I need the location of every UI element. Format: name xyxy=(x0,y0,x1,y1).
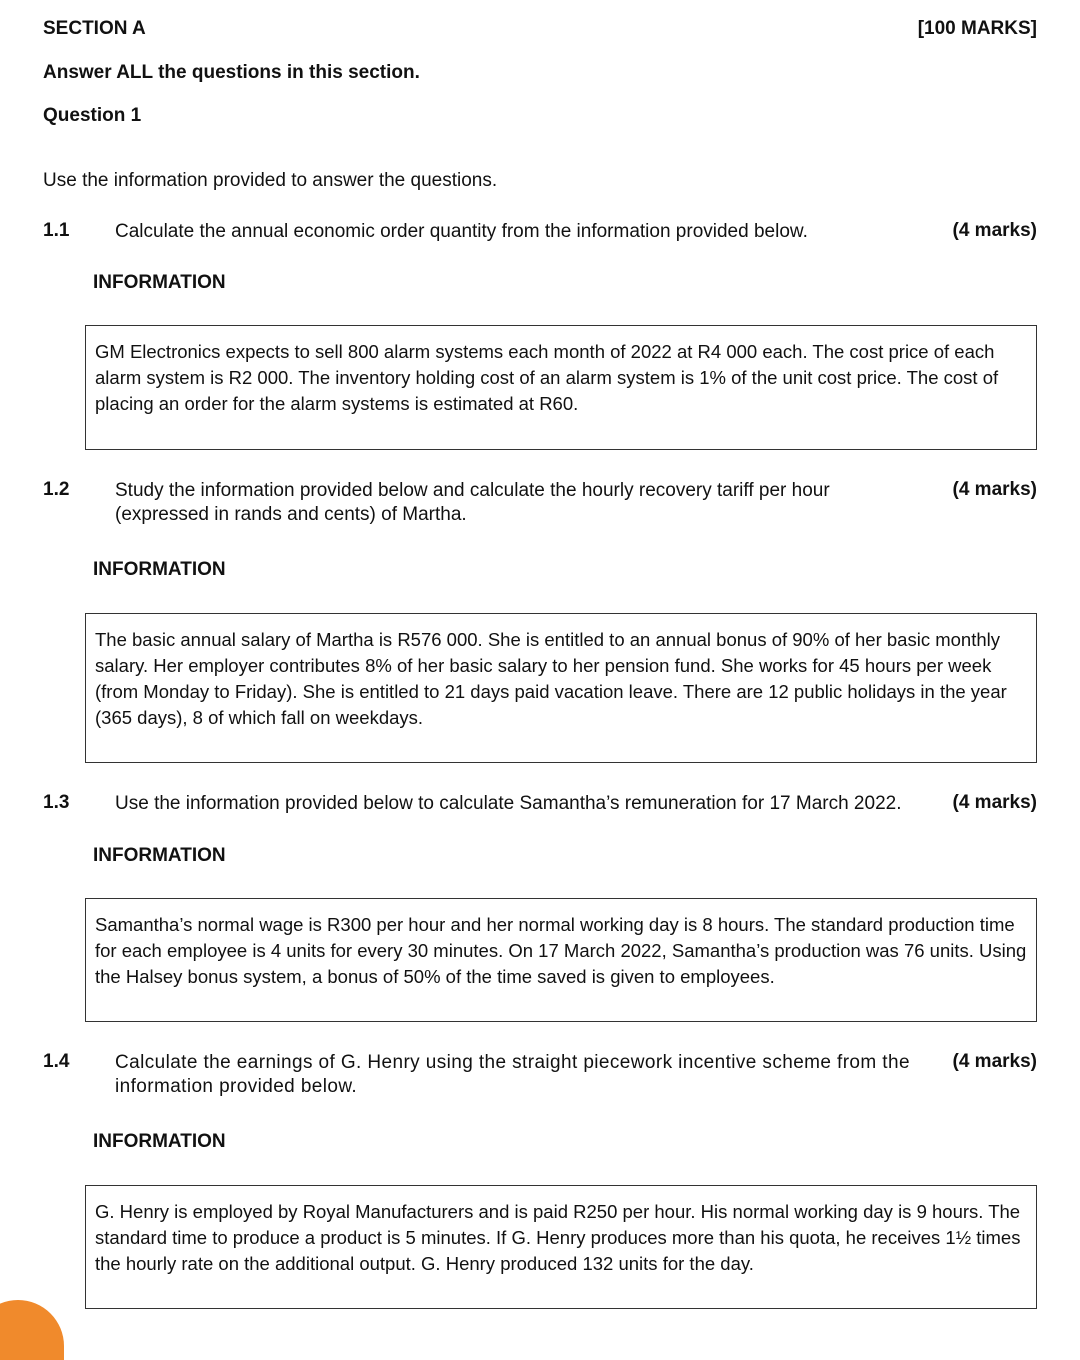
intro-text: Use the information provided to answer the questions. xyxy=(43,170,498,191)
section-instruction: Answer ALL the questions in this section. xyxy=(43,62,420,83)
information-box: G. Henry is employed by Royal Manufacturers and is paid R250 per hour. His normal working day is 9 hours. The standard time to produce a product is 5 minutes. If G. Henry produces more than his quota, he receives 1½ times the hourly rate on the additional output. G. Henry produced 132 units for the day. xyxy=(85,1185,1037,1309)
question-number: 1.3 xyxy=(43,792,70,813)
question-text: Calculate the earnings of G. Henry using the straight piecework incentive scheme from the information provided below. xyxy=(115,1052,910,1097)
question-text: Calculate the annual economic order quantity from the information provided below. xyxy=(115,221,808,242)
decorative-corner-shape xyxy=(0,1300,64,1360)
section-title: SECTION A xyxy=(43,18,146,39)
information-label: INFORMATION xyxy=(93,272,226,293)
information-box: The basic annual salary of Martha is R576 000. She is entitled to an annual bonus of 90% of her basic monthly salary. Her employer contributes 8% of her basic salary to her pension fund. She works for 45 hours per week (from Monday to Friday). She is entitled to 21 days paid vacation leave. There are 12 public holidays in the year (365 days), 8 of which fall on weekdays. xyxy=(85,613,1037,763)
question-marks: (4 marks) xyxy=(952,220,1037,241)
question-number: 1.2 xyxy=(43,479,70,500)
information-box: Samantha’s normal wage is R300 per hour and her normal working day is 8 hours. The standard production time for each employee is 4 units for every 30 minutes. On 17 March 2022, Samantha’s production was 76 units. Using the Halsey bonus system, a bonus of 50% of the time saved is given to employees. xyxy=(85,898,1037,1022)
question-number: 1.4 xyxy=(43,1051,70,1072)
question-heading: Question 1 xyxy=(43,105,142,126)
information-label: INFORMATION xyxy=(93,559,226,580)
section-marks: [100 MARKS] xyxy=(917,18,1037,39)
information-label: INFORMATION xyxy=(93,1131,226,1152)
question-marks: (4 marks) xyxy=(952,479,1037,500)
question-text: Study the information provided below and calculate the hourly recovery tariff per hour (expressed in rands and cents) of Martha. xyxy=(115,480,830,525)
question-text: Use the information provided below to calculate Samantha’s remuneration for 17 March 2022. xyxy=(115,793,902,814)
question-number: 1.1 xyxy=(43,220,70,241)
question-marks: (4 marks) xyxy=(952,792,1037,813)
information-box: GM Electronics expects to sell 800 alarm systems each month of 2022 at R4 000 each. The cost price of each alarm system is R2 000. The inventory holding cost of an alarm system is 1% of the unit cost price. The cost of placing an order for the alarm systems is estimated at R60. xyxy=(85,325,1037,450)
information-label: INFORMATION xyxy=(93,845,226,866)
question-marks: (4 marks) xyxy=(952,1051,1037,1072)
